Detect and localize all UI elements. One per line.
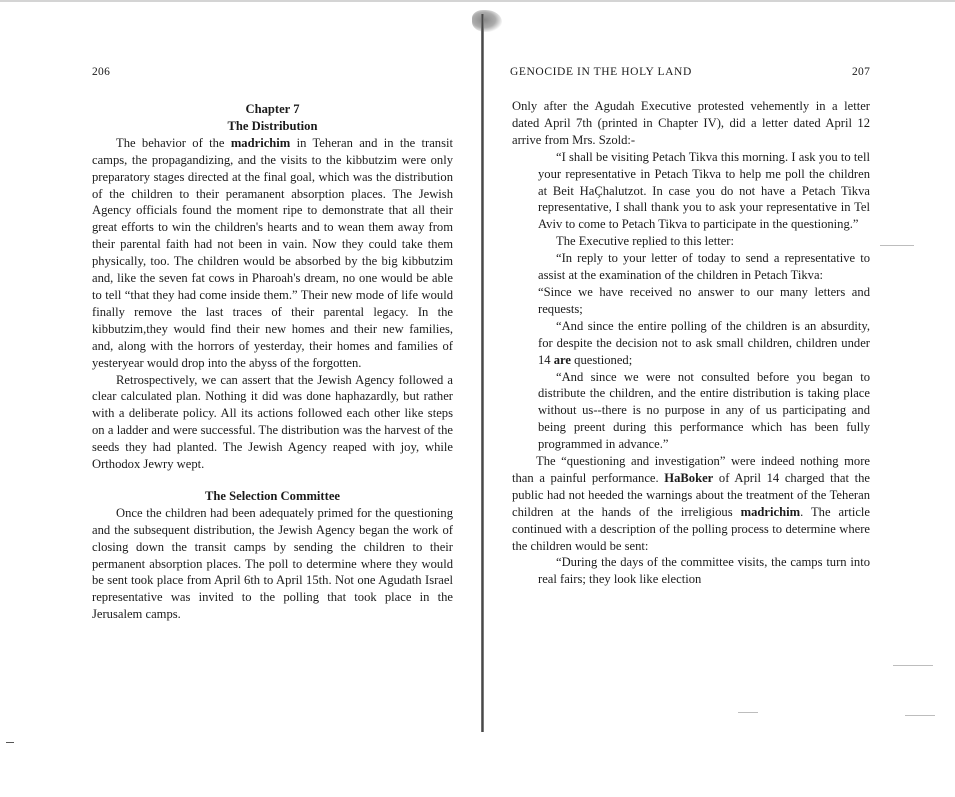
- letter-quote: “Since we have received no answer to our many letters and requests;: [538, 284, 870, 316]
- right-page: [486, 0, 955, 797]
- scan-speck: [6, 742, 14, 743]
- paragraph: The behavior of the madrichim in Teheran and in the transit camps, the propagandizing, and the visits to the kibbutzim were only preparatory stages directed at the final goal, which was the distribution of the children to their peramanent absorption places. The Jewish Agency officials found the moment ripe to demonstrate that all their great efforts to win the children's hearts and to wean them away from their parental faith had not been in vain. Now they could take them physically, too. The children would be absorbed by the big kibbutzim and, like the seven fat cows in Pharoah's dream, no one would be able to tell “that they had come inside them.” Their new mode of life would finally remove the last traces of their parental legacy. In the kibbutzim,they would find their new homes and their new families, and, along with the horrors of yesterday, their homes and families of yesteryear would drop into the abyss of the forgotten.: [92, 135, 454, 370]
- chapter-label: Chapter 7: [245, 102, 300, 116]
- paragraph: Only after the Agudah Executive protested vehemently in a letter dated April 7th (printed in Chapter IV), did a letter dated April 12 arrive from Mrs. Szold:-: [512, 99, 870, 147]
- book-gutter: [481, 14, 484, 732]
- letter-quote: “And since the entire polling of the children is an absurdity, for despite the decision not to ask small children, children under 14 are questioned;: [538, 318, 870, 367]
- paragraph: The Executive replied to this letter:: [556, 234, 734, 249]
- scan-speck: [738, 712, 758, 713]
- letter-quote: “In reply to your letter of today to send a representative to assist at the examination of the children in Petach Tikva:: [538, 251, 870, 283]
- letter-quote: “And since we were not consulted before you began to distribute the children, and the entire distribution is taking place without us--there is no purpose in any of us participating and being preent during this performance which has been fully programmed in advance.”: [538, 369, 870, 452]
- emphasis: HaBoker: [664, 470, 714, 485]
- paragraph: Once the children had been adequately primed for the questioning and the subsequent distribution, the Jewish Agency began the work of closing down the transit camps by sending the children to their permanent absorption places. The poll to determine where they would be sent took place from April 6th to April 15th. Not one Agudath Israel representative was invited to the polling that took place in the Jerusalem camps.: [92, 505, 453, 622]
- emphasis: are: [553, 352, 571, 367]
- page-number: 206: [92, 66, 111, 78]
- emphasis: madrichim: [230, 135, 291, 150]
- right-page-body: [512, 98, 870, 588]
- chapter-title: The Distribution: [227, 118, 318, 133]
- scan-speck: [905, 715, 935, 716]
- running-head: GENOCIDE IN THE HOLY LAND: [510, 66, 692, 78]
- section-heading: The Selection Committee: [205, 488, 340, 503]
- scan-speck: [880, 245, 914, 246]
- scan-speck: [893, 665, 933, 666]
- quote-paragraph: “During the days of the committee visits, the camps turn into real fairs; they look like election: [538, 555, 870, 587]
- emphasis: madrichim: [740, 504, 801, 519]
- paragraph: Retrospectively, we can assert that the Jewish Agency followed a clear calculated plan. Nothing it did was done haphazardly, but rather with a deliberate policy. All its actions followed each other like steps on a ladder and were successful. The distribution was the harvest of the seeds they had planted. The Jewish Agency reaped with joy, while Orthodox Jewry wept.: [92, 372, 453, 472]
- left-page-body: [92, 101, 453, 623]
- letter-quote: “I shall be visiting Petach Tikva this morning. I ask you to tell your representative in Petach Tikva to help me poll the children at Beit HaÇhalutzot. In case you do not have a Petach Tikva representative, I shall thank you to ask your representative in Tel Aviv to come to Petach Tikva to participate in the questioning.”: [538, 149, 870, 232]
- paragraph: The “questioning and investigation” were indeed nothing more than a painful performance. HaBoker of April 14 charged that the public had not heeded the warnings about the treatment of the Teheran children at the hands of the irreligious madrichim. The article continued with a description of the polling process to determine where the children would be sent:: [512, 454, 870, 553]
- page-number: 207: [852, 66, 871, 78]
